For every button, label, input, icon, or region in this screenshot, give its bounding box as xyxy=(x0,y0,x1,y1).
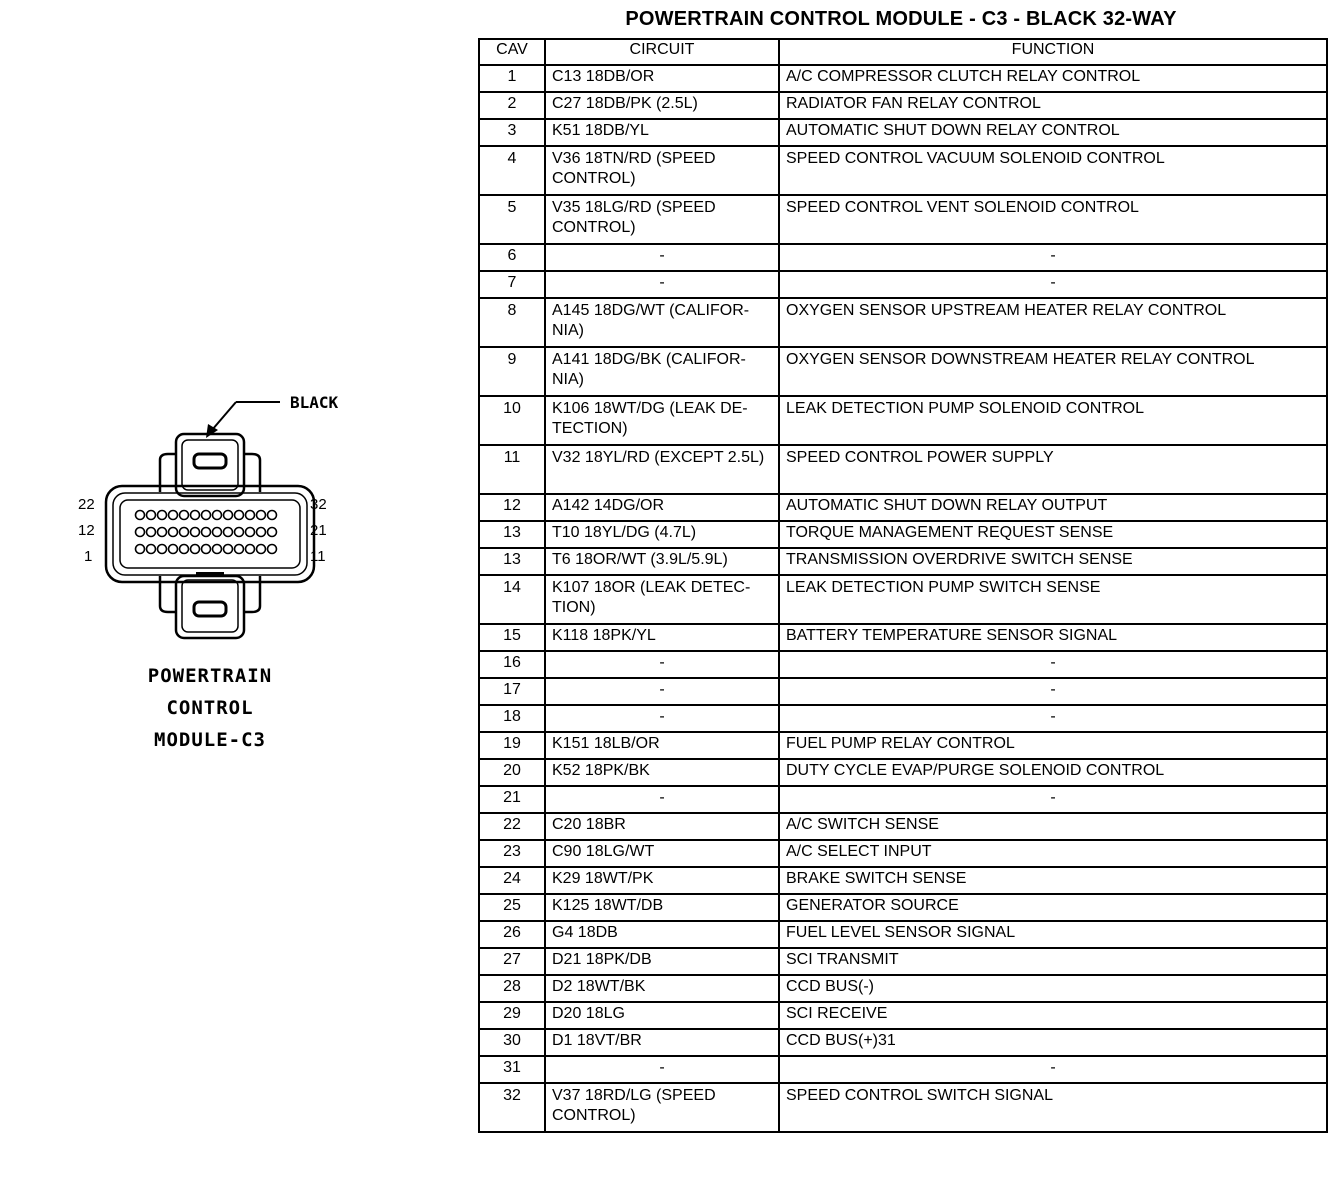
pin-label-12: 12 xyxy=(78,522,95,539)
cell-circuit: C20 18BR xyxy=(545,813,779,840)
cell-cav: 31 xyxy=(479,1056,545,1083)
cell-function: OXYGEN SENSOR UPSTREAM HEATER RELAY CONTROL xyxy=(779,298,1327,347)
cell-function: AUTOMATIC SHUT DOWN RELAY OUTPUT xyxy=(779,494,1327,521)
cell-function: SPEED CONTROL SWITCH SIGNAL xyxy=(779,1083,1327,1132)
caption-line: POWERTRAIN xyxy=(147,665,273,687)
cell-cav: 20 xyxy=(479,759,545,786)
table-row xyxy=(479,732,1327,759)
cell-function: FUEL PUMP RELAY CONTROL xyxy=(779,732,1327,759)
cell-circuit: A141 18DG/BK (CALIFOR- NIA) xyxy=(545,347,779,396)
connector-caption xyxy=(100,660,320,756)
cell-cav: 13 xyxy=(479,521,545,548)
table-row xyxy=(479,840,1327,867)
cell-circuit: K106 18WT/DG (LEAK DE- TECTION) xyxy=(545,396,779,445)
cell-cav: 29 xyxy=(479,1002,545,1029)
cell-circuit: K125 18WT/DB xyxy=(545,894,779,921)
cell-circuit: - xyxy=(545,651,779,678)
table-row xyxy=(479,548,1327,575)
table-row xyxy=(479,445,1327,494)
cell-circuit: - xyxy=(545,678,779,705)
table-row xyxy=(479,347,1327,396)
cell-cav: 16 xyxy=(479,651,545,678)
cell-circuit: A142 14DG/OR xyxy=(545,494,779,521)
cell-function: TRANSMISSION OVERDRIVE SWITCH SENSE xyxy=(779,548,1327,575)
connector-drawing xyxy=(60,380,380,660)
cell-cav: 12 xyxy=(479,494,545,521)
cell-function: - xyxy=(779,705,1327,732)
cell-circuit: D21 18PK/DB xyxy=(545,948,779,975)
table-row xyxy=(479,575,1327,624)
cell-function: A/C SWITCH SENSE xyxy=(779,813,1327,840)
table-row xyxy=(479,1029,1327,1056)
cell-cav: 9 xyxy=(479,347,545,396)
cell-circuit: G4 18DB xyxy=(545,921,779,948)
cell-circuit: V32 18YL/RD (EXCEPT 2.5L) xyxy=(545,445,779,494)
cell-function: GENERATOR SOURCE xyxy=(779,894,1327,921)
cell-cav: 11 xyxy=(479,445,545,494)
cell-function: LEAK DETECTION PUMP SOLENOID CONTROL xyxy=(779,396,1327,445)
table-row xyxy=(479,244,1327,271)
table-row xyxy=(479,119,1327,146)
cell-function: BATTERY TEMPERATURE SENSOR SIGNAL xyxy=(779,624,1327,651)
caption-line: MODULE-C3 xyxy=(154,729,266,751)
pin-label-1: 1 xyxy=(84,548,93,565)
cell-function: SCI TRANSMIT xyxy=(779,948,1327,975)
pin-table xyxy=(478,38,1328,1133)
cell-function: SCI RECEIVE xyxy=(779,1002,1327,1029)
caption-line: CONTROL xyxy=(166,697,254,719)
table-row xyxy=(479,1083,1327,1132)
table-row xyxy=(479,494,1327,521)
cell-function: BRAKE SWITCH SENSE xyxy=(779,867,1327,894)
cell-cav: 22 xyxy=(479,813,545,840)
cell-circuit: T6 18OR/WT (3.9L/5.9L) xyxy=(545,548,779,575)
cell-circuit: K51 18DB/YL xyxy=(545,119,779,146)
cell-cav: 5 xyxy=(479,195,545,244)
cell-cav: 1 xyxy=(479,65,545,92)
cell-cav: 21 xyxy=(479,786,545,813)
connector-color-label: BLACK xyxy=(290,393,339,412)
cell-cav: 26 xyxy=(479,921,545,948)
table-row xyxy=(479,1056,1327,1083)
cell-circuit: K107 18OR (LEAK DETEC- TION) xyxy=(545,575,779,624)
cell-circuit: K29 18WT/PK xyxy=(545,867,779,894)
pin-label-22: 22 xyxy=(78,496,95,513)
cell-cav: 30 xyxy=(479,1029,545,1056)
cell-circuit: C13 18DB/OR xyxy=(545,65,779,92)
pin-table-body xyxy=(479,65,1327,1132)
pin-label-11: 11 xyxy=(310,548,326,565)
table-row xyxy=(479,65,1327,92)
cell-function: RADIATOR FAN RELAY CONTROL xyxy=(779,92,1327,119)
cell-cav: 4 xyxy=(479,146,545,195)
cell-cav: 28 xyxy=(479,975,545,1002)
cell-cav: 18 xyxy=(479,705,545,732)
table-row xyxy=(479,894,1327,921)
cell-cav: 25 xyxy=(479,894,545,921)
cell-circuit: V37 18RD/LG (SPEED CONTROL) xyxy=(545,1083,779,1132)
cell-cav: 17 xyxy=(479,678,545,705)
table-row xyxy=(479,271,1327,298)
cell-function: - xyxy=(779,271,1327,298)
table-row xyxy=(479,651,1327,678)
cell-cav: 3 xyxy=(479,119,545,146)
cell-circuit: - xyxy=(545,271,779,298)
table-row xyxy=(479,948,1327,975)
header-function: FUNCTION xyxy=(779,39,1327,65)
cell-cav: 15 xyxy=(479,624,545,651)
table-row xyxy=(479,521,1327,548)
cell-function: CCD BUS(-) xyxy=(779,975,1327,1002)
cell-circuit: K52 18PK/BK xyxy=(545,759,779,786)
table-row xyxy=(479,759,1327,786)
pin-label-32: 32 xyxy=(310,496,327,513)
pin-label-21: 21 xyxy=(310,522,327,539)
cell-cav: 13 xyxy=(479,548,545,575)
table-row xyxy=(479,786,1327,813)
table-row xyxy=(479,195,1327,244)
cell-cav: 6 xyxy=(479,244,545,271)
cell-circuit: V36 18TN/RD (SPEED CONTROL) xyxy=(545,146,779,195)
cell-circuit: K151 18LB/OR xyxy=(545,732,779,759)
table-row xyxy=(479,867,1327,894)
table-row xyxy=(479,1002,1327,1029)
table-title: POWERTRAIN CONTROL MODULE - C3 - BLACK 32-WAY xyxy=(625,8,1177,30)
header-circuit: CIRCUIT xyxy=(545,39,779,65)
cell-function: LEAK DETECTION PUMP SWITCH SENSE xyxy=(779,575,1327,624)
cell-function: SPEED CONTROL VACUUM SOLENOID CONTROL xyxy=(779,146,1327,195)
cell-function: - xyxy=(779,651,1327,678)
table-row xyxy=(479,298,1327,347)
table-row xyxy=(479,705,1327,732)
cell-cav: 27 xyxy=(479,948,545,975)
cell-function: A/C SELECT INPUT xyxy=(779,840,1327,867)
table-row xyxy=(479,921,1327,948)
cell-circuit: T10 18YL/DG (4.7L) xyxy=(545,521,779,548)
cell-circuit: - xyxy=(545,705,779,732)
table-header-row xyxy=(479,39,1327,65)
header-cav: CAV xyxy=(479,39,545,65)
cell-circuit: V35 18LG/RD (SPEED CONTROL) xyxy=(545,195,779,244)
cell-function: SPEED CONTROL VENT SOLENOID CONTROL xyxy=(779,195,1327,244)
table-row xyxy=(479,813,1327,840)
cell-circuit: K118 18PK/YL xyxy=(545,624,779,651)
cell-circuit: D1 18VT/BR xyxy=(545,1029,779,1056)
table-row xyxy=(479,624,1327,651)
cell-circuit: D2 18WT/BK xyxy=(545,975,779,1002)
cell-circuit: - xyxy=(545,244,779,271)
cell-circuit: - xyxy=(545,1056,779,1083)
table-row xyxy=(479,678,1327,705)
cell-cav: 7 xyxy=(479,271,545,298)
cell-circuit: - xyxy=(545,786,779,813)
table-row xyxy=(479,146,1327,195)
table-row xyxy=(479,92,1327,119)
cell-function: TORQUE MANAGEMENT REQUEST SENSE xyxy=(779,521,1327,548)
cell-cav: 2 xyxy=(479,92,545,119)
cell-function: OXYGEN SENSOR DOWNSTREAM HEATER RELAY CONTROL xyxy=(779,347,1327,396)
table-row xyxy=(479,975,1327,1002)
cell-cav: 23 xyxy=(479,840,545,867)
cell-cav: 10 xyxy=(479,396,545,445)
cell-function: A/C COMPRESSOR CLUTCH RELAY CONTROL xyxy=(779,65,1327,92)
cell-cav: 24 xyxy=(479,867,545,894)
cell-function: - xyxy=(779,244,1327,271)
cell-circuit: A145 18DG/WT (CALIFOR- NIA) xyxy=(545,298,779,347)
cell-function: FUEL LEVEL SENSOR SIGNAL xyxy=(779,921,1327,948)
cell-function: DUTY CYCLE EVAP/PURGE SOLENOID CONTROL xyxy=(779,759,1327,786)
cell-cav: 32 xyxy=(479,1083,545,1132)
cell-function: - xyxy=(779,786,1327,813)
cell-cav: 19 xyxy=(479,732,545,759)
cell-cav: 8 xyxy=(479,298,545,347)
table-row xyxy=(479,396,1327,445)
cell-circuit: C90 18LG/WT xyxy=(545,840,779,867)
cell-function: - xyxy=(779,678,1327,705)
cell-function: - xyxy=(779,1056,1327,1083)
cell-circuit: D20 18LG xyxy=(545,1002,779,1029)
cell-function: SPEED CONTROL POWER SUPPLY xyxy=(779,445,1327,494)
cell-function: CCD BUS(+)31 xyxy=(779,1029,1327,1056)
cell-circuit: C27 18DB/PK (2.5L) xyxy=(545,92,779,119)
cell-function: AUTOMATIC SHUT DOWN RELAY CONTROL xyxy=(779,119,1327,146)
cell-cav: 14 xyxy=(479,575,545,624)
